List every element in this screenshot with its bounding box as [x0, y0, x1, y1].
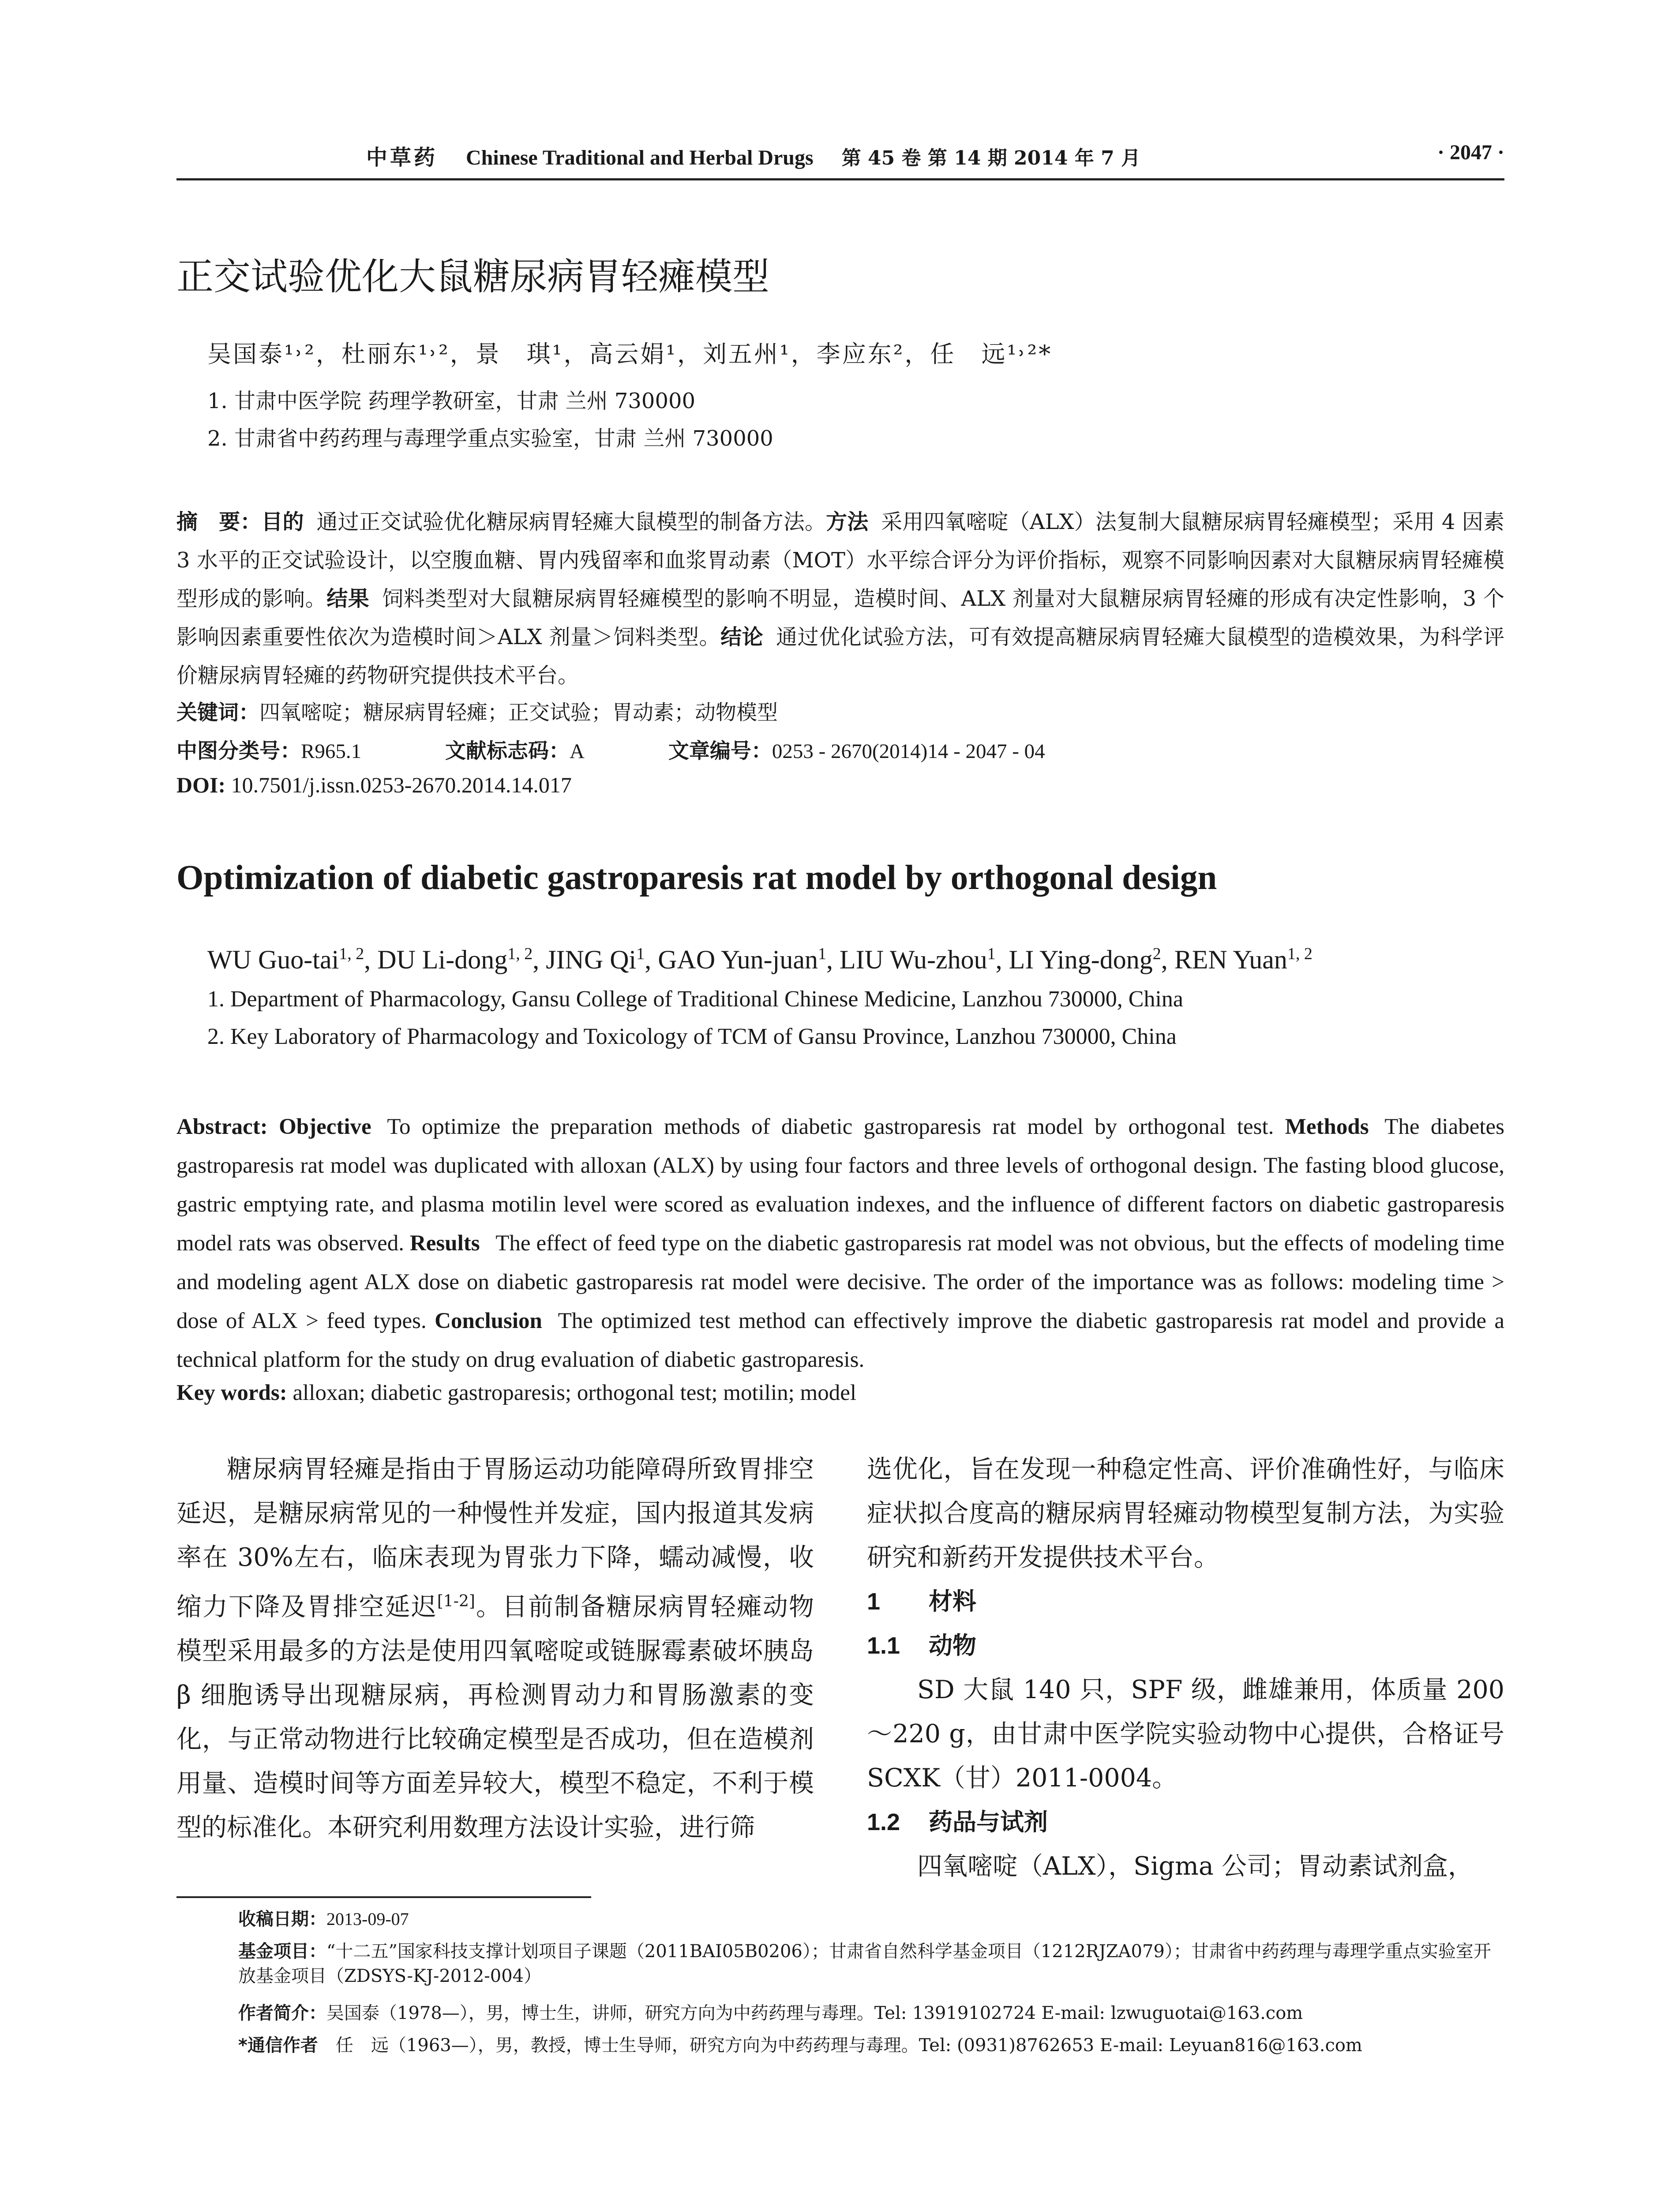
intro-text-a: 糖尿病胃轻瘫是指由于胃肠运动功能障碍所致胃排空延迟，是糖尿病常见的一种慢性并发症，国内报道其发病率在 30%左右，临床表现为胃张力下降，蠕动减慢，收缩力下降及胃排空延迟 — [176, 1455, 814, 1621]
keywords-en — [176, 1380, 856, 1406]
author-en-separator: , — [532, 945, 546, 974]
clc-label: 中图分类号： — [176, 739, 301, 763]
author-en-separator: , — [826, 945, 840, 974]
issue-info: 第 45 卷 第 14 期 2014 年 7 月 — [841, 147, 1141, 169]
abstract-en-methods-label: Methods — [1285, 1114, 1369, 1139]
article-no-value: 0253 - 2670(2014)14 - 2047 - 04 — [772, 740, 1045, 763]
section-heading-1: 1 材料 — [867, 1587, 976, 1615]
author-en-name: LIU Wu-zhou — [839, 945, 987, 974]
footnote-corresponding: *通信作者 任 远（1963—），男，教授，博士生导师，研究方向为中药药理与毒理。Tel: (0931)8762653 E-mail: Leyuan816@163.com — [238, 2035, 1362, 2056]
affiliation-cn-1: 1. 甘肃中医学院 药理学教研室，甘肃 兰州 730000 — [207, 389, 696, 413]
author-en-name: WU Guo-tai — [207, 945, 339, 974]
journal-name-cn: 中草药 — [366, 145, 438, 170]
doi-value[interactable]: 10.7501/j.issn.0253-2670.2014.14.017 — [231, 773, 572, 797]
abstract-cn-label: 摘 要： — [176, 510, 262, 534]
authors-cn: 吴国泰¹˒²，杜丽东¹˒²，景 琪¹，高云娟¹，刘五州¹，李应东²，任 远¹˒²* — [207, 340, 1053, 368]
abstract-cn — [176, 503, 1504, 695]
author-en-separator: , — [364, 945, 378, 974]
abstract-cn-conclusion: 通过优化试验方法，可有效提高糖尿病胃轻瘫大鼠模型的造模效果，为科学评价糖尿病胃轻瘫的药物研究提供技术平台。 — [176, 625, 1504, 688]
header-rule — [176, 178, 1504, 180]
author-en-name: JING Qi — [546, 945, 637, 974]
clc-value: R965.1 — [301, 740, 362, 763]
section-1-1-text: SD 大鼠 140 只，SPF 级，雌雄兼用，体质量 200～220 g，由甘肃中医学院实验动物中心提供，合格证号 SCXK（甘）2011-0004。 — [867, 1675, 1504, 1793]
footnote-funding: 基金项目：“十二五”国家科技支撑计划项目子课题（2011BAI05B0206）；甘肃省自然科学基金项目（1212RJZA079）；甘肃省中药药理与毒理学重点实验室开放基金项目（ZDSYS-KJ-2012-004） — [238, 1941, 1491, 1986]
author-en-affil-sup: 1, 2 — [507, 945, 533, 963]
affiliation-en-2: 2. Key Laboratory of Pharmacology and Toxicology of TCM of Gansu Province, Lanzhou 730000, China — [207, 1024, 1177, 1049]
author-en-affil-sup: 2 — [1152, 945, 1161, 963]
author-en-affil-sup: 1 — [636, 945, 645, 963]
abstract-en-results-label: Results — [409, 1231, 480, 1256]
section-heading-1-2: 1.2 药品与试剂 — [867, 1808, 1048, 1836]
author-en-separator: , — [645, 945, 658, 974]
journal-name-en: Chinese Traditional and Herbal Drugs — [466, 146, 814, 169]
abstract-en-conclusion-label: Conclusion — [435, 1309, 542, 1333]
section-heading-1-1: 1.1 动物 — [867, 1632, 976, 1659]
doi-row — [176, 772, 572, 798]
abstract-cn-methods-label: 方法 — [826, 510, 869, 534]
abstract-en-results: The effect of feed type on the diabetic gastroparesis rat model was not obvious, but the effects of modeling time and modeling agent ALX dose on diabetic gastroparesis rat model were decisive. The order of the importance was as follows: modeling time > dose of ALX > feed types. — [176, 1231, 1505, 1333]
doi-label: DOI: — [176, 773, 226, 797]
abstract-cn-objective-label: 目的 — [261, 510, 304, 534]
affiliation-cn-2: 2. 甘肃省中药药理与毒理学重点实验室，甘肃 兰州 730000 — [207, 426, 773, 451]
authors-en — [207, 944, 1312, 975]
abstract-en-objective: To optimize the preparation methods of diabetic gastroparesis rat model by orthogonal test. — [387, 1114, 1274, 1139]
citation-ref[interactable]: [1-2] — [437, 1592, 475, 1610]
intro-continued: 选优化，旨在发现一种稳定性高、评价准确性好，与临床症状拟合度高的糖尿病胃轻瘫动物模型复制方法，为实验研究和新药开发提供技术平台。 — [867, 1455, 1504, 1572]
intro-paragraph — [176, 1447, 814, 1850]
abstract-en-objective-label: Abstract: Objective — [176, 1114, 371, 1139]
author-en-name: DU Li-dong — [377, 945, 508, 974]
keywords-cn-value: 四氧嘧啶；糖尿病胃轻瘫；正交试验；胃动素；动物模型 — [259, 701, 778, 725]
page-number: · 2047 · — [1437, 141, 1504, 164]
section-1-2-text: 四氧嘧啶（ALX），Sigma 公司；胃动素试剂盒， — [917, 1852, 1474, 1881]
abstract-en-methods: The diabetes gastroparesis rat model was duplicated with alloxan (ALX) by using four factors and three levels of orthogonal design. The fasting blood glucose, gastric emptying rate, and plasma motilin level were scored as evaluation indexes, and the influence of different factors on diabetic gastroparesis model rats was observed. — [176, 1114, 1505, 1256]
author-en-name: REN Yuan — [1174, 945, 1287, 974]
author-en-affil-sup: 1 — [987, 945, 996, 963]
author-en-affil-sup: 1, 2 — [339, 945, 364, 963]
affiliation-en-1: 1. Department of Pharmacology, Gansu College of Traditional Chinese Medicine, Lanzhou 730000, China — [207, 987, 1183, 1012]
keywords-en-value: alloxan; diabetic gastroparesis; orthogonal test; motilin; model — [292, 1381, 857, 1405]
keywords-en-label: Key words: — [176, 1381, 287, 1405]
footnote-author: 作者简介：吴国泰（1978—），男，博士生，讲师，研究方向为中药药理与毒理。Tel: 13919102724 E-mail: lzwuguotai@163.com — [238, 2003, 1303, 2023]
abstract-en-conclusion: The optimized test method can effectively improve the diabetic gastroparesis rat model and provide a technical platform for the study on drug evaluation of diabetic gastroparesis. — [176, 1309, 1504, 1372]
abstract-cn-results-label: 结果 — [326, 586, 370, 611]
abstract-cn-results: 饲料类型对大鼠糖尿病胃轻瘫模型的影响不明显，造模时间、ALX 剂量对大鼠糖尿病胃轻瘫的形成有决定性影响，3 个影响因素重要性依次为造模时间＞ALX 剂量＞饲料类型。 — [176, 586, 1504, 649]
abstract-cn-methods: 采用四氧嘧啶（ALX）法复制大鼠糖尿病胃轻瘫模型；采用 4 因素 3 水平的正交试验设计，以空腹血糖、胃内残留率和血浆胃动素（MOT）水平综合评分为评价指标，观察不同影响因素对大鼠糖尿病胃轻瘫模型形成的影响。 — [176, 510, 1504, 611]
author-en-name: LI Ying-dong — [1009, 945, 1153, 974]
article-title-en: Optimization of diabetic gastroparesis rat model by orthogonal design — [176, 859, 1217, 897]
running-header — [366, 140, 1140, 171]
body-column-left — [176, 1447, 814, 1850]
author-en-affil-sup: 1, 2 — [1287, 945, 1312, 963]
classification-row — [176, 735, 1045, 764]
keywords-cn-label: 关键词： — [176, 701, 259, 725]
abstract-cn-conclusion-label: 结论 — [720, 625, 764, 649]
keywords-cn — [176, 696, 778, 726]
intro-text-b: 。目前制备糖尿病胃轻瘫动物模型采用最多的方法是使用四氧嘧啶或链脲霉素破坏胰岛 β 细胞诱导出现糖尿病，再检测胃动力和胃肠激素的变化，与正常动物进行比较确定模型是否成功，但在造模剂用量、造模时间等方面差异较大，模型不稳定，不利于模型的标准化。本研究利用数理方法设计实验，进行筛 — [176, 1592, 814, 1842]
author-en-affil-sup: 1 — [818, 945, 826, 963]
doc-code-value: A — [570, 740, 585, 763]
author-en-name: GAO Yun-juan — [658, 945, 818, 974]
doc-code-label: 文献标志码： — [445, 739, 570, 763]
abstract-cn-objective: 通过正交试验优化糖尿病胃轻瘫大鼠模型的制备方法。 — [316, 510, 826, 534]
author-en-separator: , — [995, 945, 1009, 974]
footnote-rule — [176, 1896, 591, 1898]
footnote-received: 收稿日期：2013-09-07 — [238, 1909, 409, 1929]
article-no-label: 文章编号： — [668, 739, 772, 763]
abstract-en — [176, 1107, 1504, 1379]
article-title-cn: 正交试验优化大鼠糖尿病胃轻瘫模型 — [176, 255, 770, 298]
body-column-right — [867, 1447, 1504, 1888]
author-en-separator: , — [1161, 945, 1174, 974]
